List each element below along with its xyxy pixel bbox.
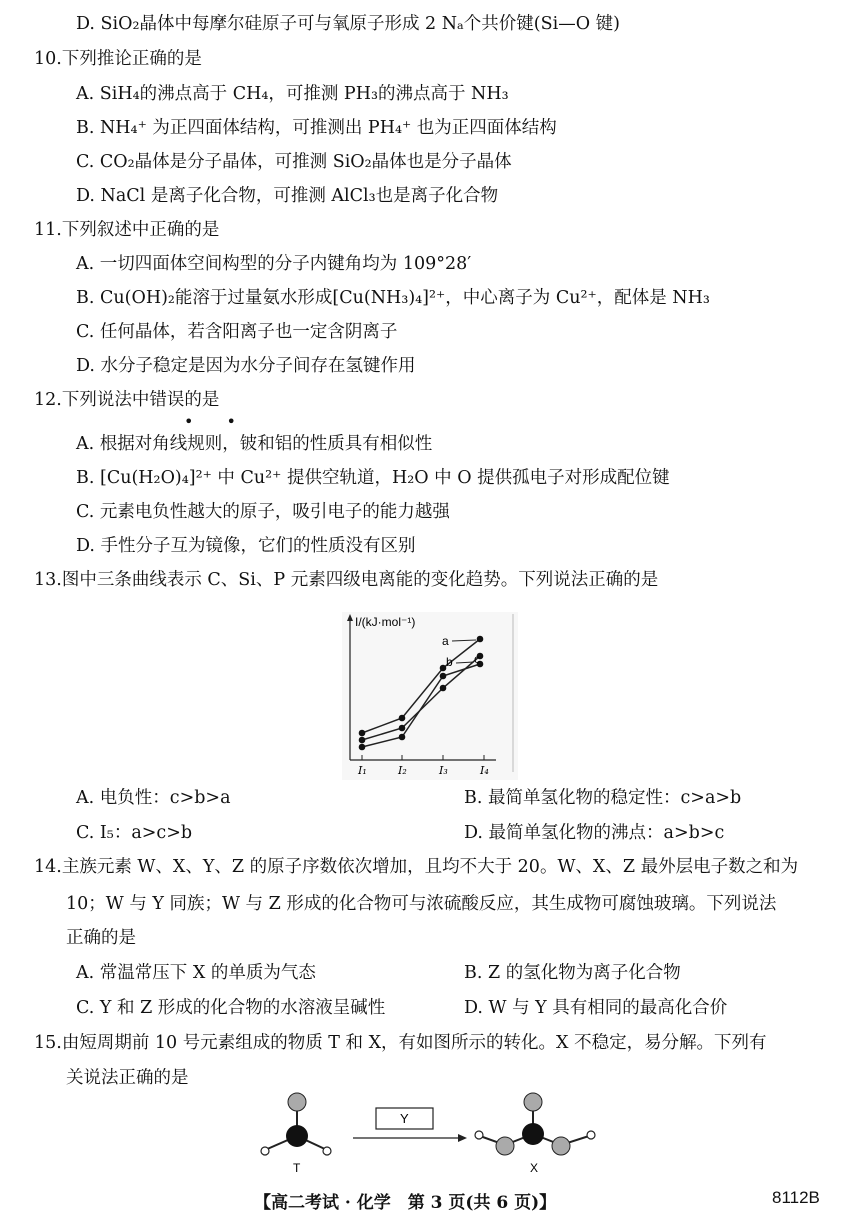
q12-stem: 12.下列说法中错误的是 xyxy=(34,390,220,410)
emphasis-dots: • • xyxy=(184,412,250,431)
curve-label-b: b xyxy=(446,655,453,669)
q14-option-b: B. Z 的氢化物为离子化合物 xyxy=(464,963,681,983)
q12-option-c: C. 元素电负性越大的原子，吸引电子的能力越强 xyxy=(76,502,450,522)
curve-label-c: c xyxy=(474,652,480,666)
molecule-transformation-figure xyxy=(255,1090,605,1176)
q10-option-a: A. SiH₄的沸点高于 CH₄，可推测 PH₃的沸点高于 NH₃ xyxy=(76,84,509,104)
page-footer: 【高二考试 · 化学 第 3 页(共 6 页)】 xyxy=(254,1193,557,1213)
q14-option-a: A. 常温常压下 X 的单质为气态 xyxy=(76,963,316,983)
q11-option-b: B. Cu(OH)₂能溶于过量氨水形成[Cu(NH₃)₄]²⁺，中心离子为 Cu²⁺，配体是 NH₃ xyxy=(76,288,710,308)
q10-stem: 10.下列推论正确的是 xyxy=(34,49,202,69)
molecule-x-label: X xyxy=(530,1161,539,1175)
q11-option-d: D. 水分子稳定是因为水分子间存在氢键作用 xyxy=(76,356,416,376)
molecule-t xyxy=(261,1093,331,1155)
q13-option-b: B. 最简单氢化物的稳定性：c>a>b xyxy=(464,788,742,808)
q11-stem: 11.下列叙述中正确的是 xyxy=(34,220,220,240)
y-axis-label: I/(kJ·mol⁻¹) xyxy=(355,615,416,629)
reagent-label: Y xyxy=(400,1111,409,1126)
tick-i2: I₂ xyxy=(398,764,407,777)
q10-option-c: C. CO₂晶体是分子晶体，可推测 SiO₂晶体也是分子晶体 xyxy=(76,152,512,172)
q10-option-b: B. NH₄⁺ 为正四面体结构，可推测出 PH₄⁺ 也为正四面体结构 xyxy=(76,118,557,138)
q13-option-d: D. 最简单氢化物的沸点：a>b>c xyxy=(464,823,725,843)
q9-option-d: D. SiO₂晶体中每摩尔硅原子可与氧原子形成 2 Nₐ个共价键(Si—O 键) xyxy=(76,14,620,34)
q15-stem-line1: 15.由短周期前 10 号元素组成的物质 T 和 X，有如图所示的转化。X 不稳定，易分解。下列有 xyxy=(34,1033,767,1053)
ionization-energy-figure xyxy=(342,612,518,780)
q15-stem-line2: 关说法正确的是 xyxy=(66,1068,189,1088)
curve-label-a: a xyxy=(442,634,449,648)
q11-option-a: A. 一切四面体空间构型的分子内键角均为 109°28′ xyxy=(76,254,472,274)
molecule-t-label: T xyxy=(293,1161,301,1175)
exam-code: 8112B xyxy=(772,1188,820,1207)
molecule-x xyxy=(475,1093,595,1155)
q13-stem: 13.图中三条曲线表示 C、Si、P 元素四级电离能的变化趋势。下列说法正确的是 xyxy=(34,570,659,590)
q13-option-a: A. 电负性：c>b>a xyxy=(76,788,231,808)
tick-i4: I₄ xyxy=(480,764,489,777)
q10-option-d: D. NaCl 是离子化合物，可推测 AlCl₃也是离子化合物 xyxy=(76,186,499,206)
q14-stem-line1: 14.主族元素 W、X、Y、Z 的原子序数依次增加，且均不大于 20。W、X、Z 最外层电子数之和为 xyxy=(34,857,799,877)
tick-i1: I₁ xyxy=(358,764,367,777)
q12-option-a: A. 根据对角线规则，铍和铝的性质具有相似性 xyxy=(76,434,433,454)
q12-option-b: B. [Cu(H₂O)₄]²⁺ 中 Cu²⁺ 提供空轨道，H₂O 中 O 提供孤电子对形成配位键 xyxy=(76,468,670,488)
q14-stem-line3: 正确的是 xyxy=(66,928,136,948)
q14-option-d: D. W 与 Y 具有相同的最高化合价 xyxy=(464,998,728,1018)
q12-option-d: D. 手性分子互为镜像，它们的性质没有区别 xyxy=(76,536,416,556)
q14-stem-line2: 10；W 与 Y 同族；W 与 Z 形成的化合物可与浓硫酸反应，其生成物可腐蚀玻璃。下列说法 xyxy=(66,894,777,914)
q14-option-c: C. Y 和 Z 形成的化合物的水溶液呈碱性 xyxy=(76,998,386,1018)
tick-i3: I₃ xyxy=(439,764,448,777)
q11-option-c: C. 任何晶体，若含阳离子也一定含阴离子 xyxy=(76,322,398,342)
q13-option-c: C. I₅：a>c>b xyxy=(76,823,193,843)
